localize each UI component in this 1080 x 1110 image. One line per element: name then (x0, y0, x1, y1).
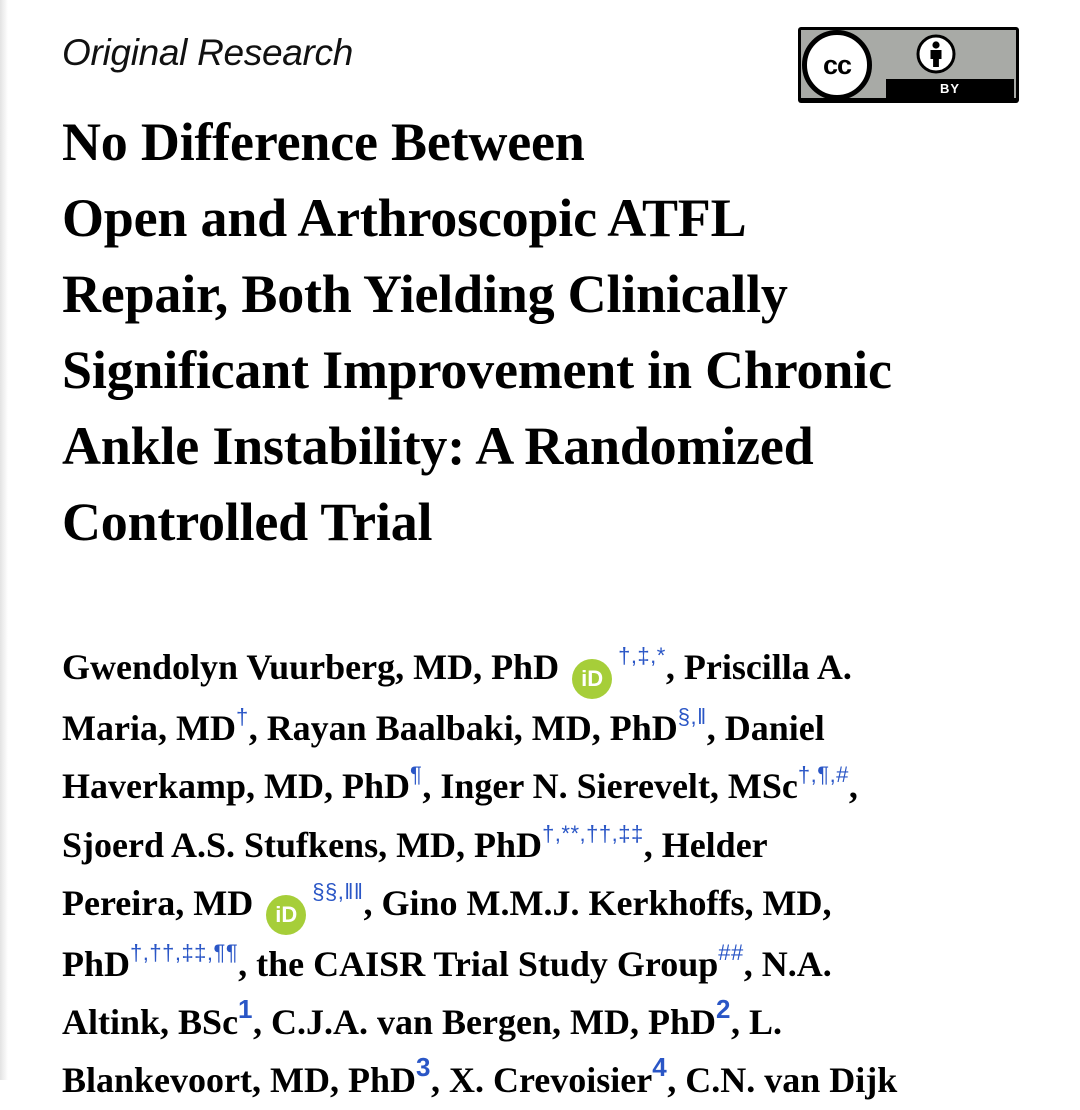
author-name: , X. Crevoisier (430, 1060, 653, 1101)
affiliation-marks[interactable]: 2 (716, 994, 731, 1025)
title-line: Ankle Instability: A Randomized (62, 416, 814, 476)
author-name: PhD (62, 943, 131, 984)
author-name: , C.N. van Dijk (667, 1060, 898, 1101)
affiliation-marks[interactable]: †,††,‡‡,¶¶ (130, 939, 239, 965)
cc-by-license-badge[interactable] (798, 27, 1019, 103)
creative-commons-icon: cc (802, 30, 872, 100)
article-category: Original Research (62, 32, 354, 73)
author-name: , Gino M.M.J. Kerkhoffs, MD, (363, 882, 832, 923)
title-line: Repair, Both Yielding Clinically (62, 264, 788, 324)
author-name: Gwendolyn Vuurberg, MD, PhD (62, 647, 560, 687)
title-line: Significant Improvement in Chronic (62, 340, 892, 400)
author-name: , Inger N. Sierevelt, MSc (422, 766, 798, 807)
author-name: , N.A. (743, 943, 832, 984)
author-line (62, 1051, 1072, 1109)
affiliation-marks[interactable]: 4 (652, 1052, 668, 1083)
author-name: , C.J.A. van Bergen, MD, PhD (253, 1002, 716, 1043)
author-name: , Helder (643, 824, 768, 865)
page-edge (0, 0, 8, 1080)
article-title (62, 104, 1052, 560)
author-line (62, 874, 1072, 935)
orcid-icon[interactable]: iD (572, 659, 612, 699)
author-line (62, 757, 1072, 815)
affiliation-marks[interactable]: ## (718, 939, 744, 965)
person-icon (916, 34, 956, 74)
author-name: , L. (730, 1002, 782, 1043)
affiliation-marks[interactable]: †,**,††,‡‡ (542, 820, 644, 846)
author-line (62, 699, 1072, 757)
affiliation-marks[interactable]: †,‡,* (618, 643, 666, 668)
author-name: Pereira, MD (62, 882, 254, 923)
orcid-icon[interactable]: iD (266, 895, 306, 935)
affiliation-marks[interactable]: 1 (238, 994, 254, 1025)
license-by-label: BY (886, 79, 1014, 99)
affiliation-marks[interactable]: ¶ (409, 762, 423, 788)
author-name: , the CAISR Trial Study Group (238, 943, 719, 984)
affiliation-marks[interactable]: 3 (416, 1052, 431, 1083)
author-name: Altink, BSc (62, 1002, 239, 1043)
author-name: Blankevoort, MD, PhD (62, 1060, 416, 1101)
author-line (62, 638, 1072, 699)
author-list (62, 638, 1072, 1110)
affiliation-marks[interactable]: §,ǁ (677, 704, 707, 729)
author-line (62, 993, 1072, 1051)
author-name: Sjoerd A.S. Stufkens, MD, PhD (62, 824, 543, 865)
author-line (62, 816, 1072, 874)
title-line: Open and Arthroscopic ATFL (62, 188, 747, 248)
title-line: No Difference Between (62, 112, 585, 172)
affiliation-marks[interactable]: † (235, 704, 249, 729)
author-line (62, 935, 1072, 993)
author-name: , (848, 766, 858, 807)
affiliation-marks[interactable]: §§,ǁǁ (312, 878, 364, 904)
author-name: , Daniel (706, 708, 825, 748)
affiliation-marks[interactable]: †,¶,# (797, 762, 849, 788)
author-name: Maria, MD (62, 708, 236, 748)
author-name: Haverkamp, MD, PhD (62, 766, 410, 807)
title-line: Controlled Trial (62, 492, 433, 552)
author-name: , Rayan Baalbaki, MD, PhD (248, 708, 678, 748)
author-name: , Priscilla A. (665, 647, 852, 687)
